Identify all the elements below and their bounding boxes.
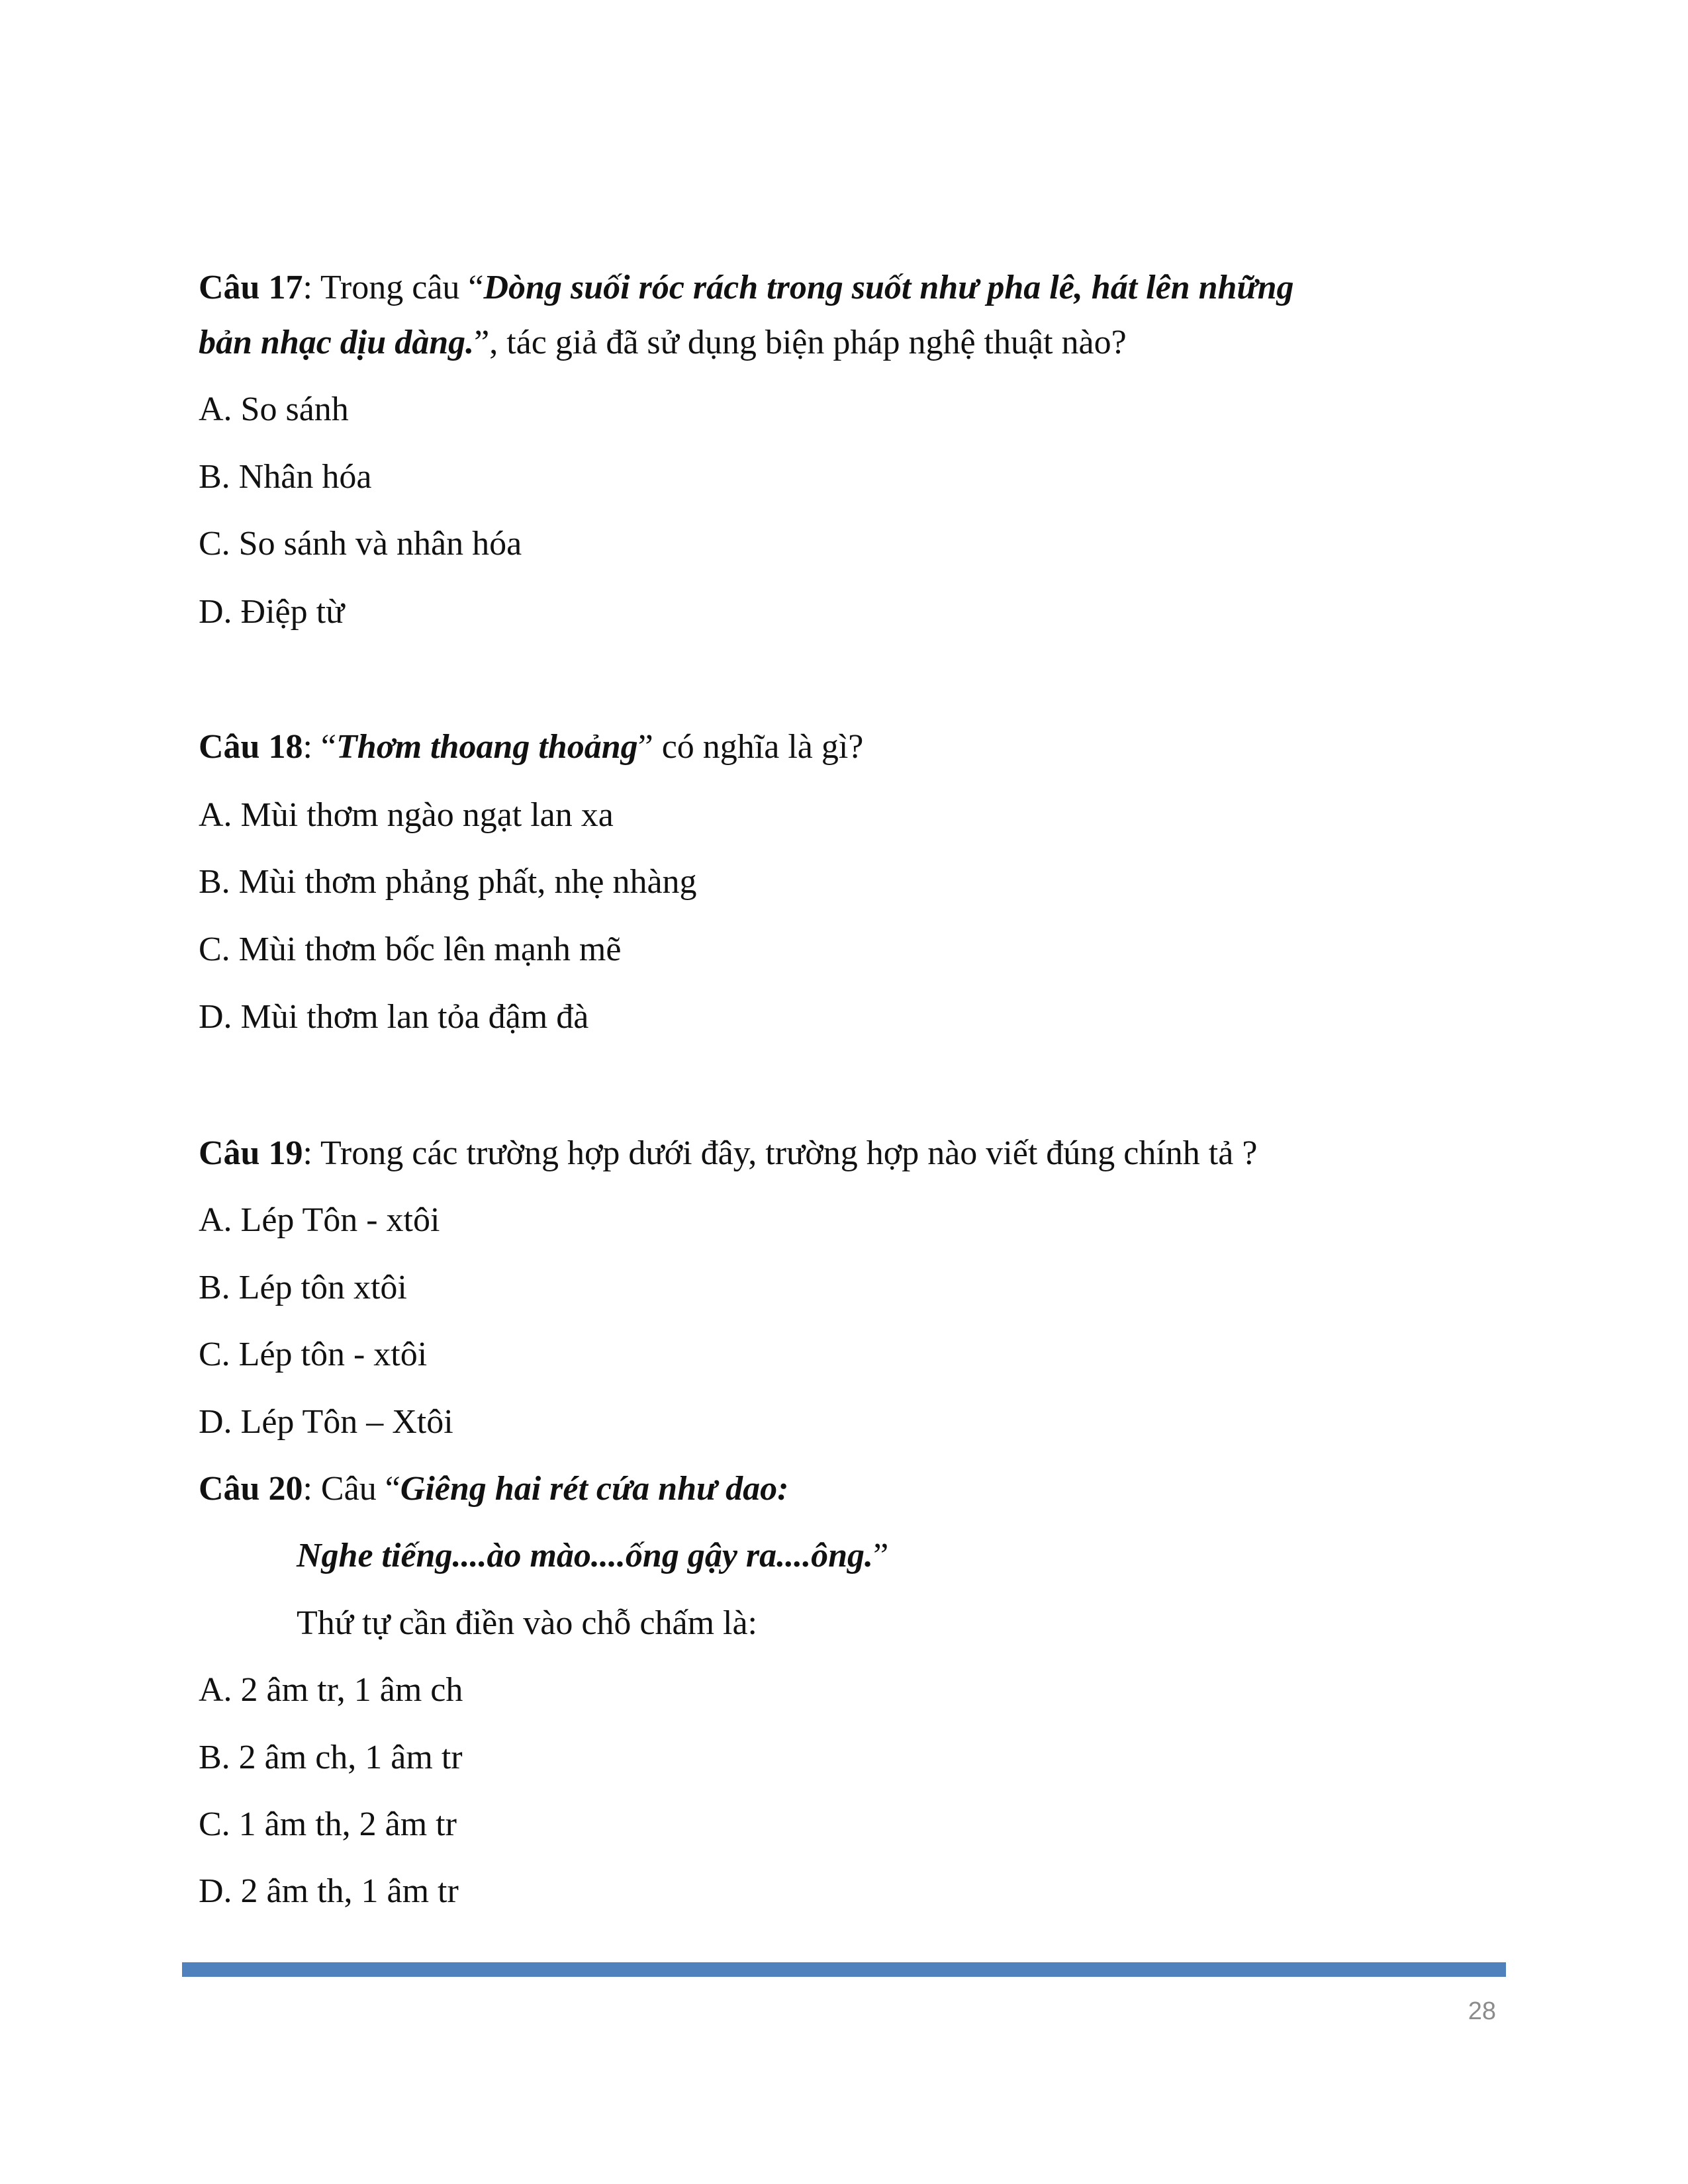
question-19-label: Câu 19: [199, 1134, 303, 1172]
footer-rule: [182, 1962, 1506, 1977]
question-18-option-b: B. Mùi thơm phảng phất, nhẹ nhàng: [199, 863, 697, 901]
question-20-option-d: D. 2 âm th, 1 âm tr: [199, 1872, 459, 1910]
question-20-colon: : Câu “: [303, 1470, 400, 1508]
question-18-option-d: D. Mùi thơm lan tỏa đậm đà: [199, 998, 589, 1036]
question-20-stem: [199, 1469, 788, 1510]
question-20-instruction: Thứ tự cần điền vào chỗ chấm là:: [297, 1604, 758, 1642]
question-17-stem-cont: [199, 322, 1127, 363]
question-20-close-quote: ”: [873, 1537, 889, 1574]
question-19-option-d: D. Lép Tôn – Xtôi: [199, 1403, 453, 1441]
question-19-colon: :: [303, 1134, 320, 1172]
question-18-colon: : “: [303, 728, 337, 766]
question-18-stem: [199, 727, 863, 768]
question-18-label: Câu 18: [199, 728, 303, 766]
question-19-option-c: C. Lép tôn - xtôi: [199, 1336, 428, 1373]
question-20-option-b: B. 2 âm ch, 1 âm tr: [199, 1739, 463, 1776]
question-19-option-a: A. Lép Tôn - xtôi: [199, 1201, 440, 1239]
question-17-colon: :: [303, 269, 320, 306]
question-17-option-d: D. Điệp từ: [199, 593, 345, 631]
question-19-stem: [199, 1133, 1257, 1174]
question-17-option-a: A. So sánh: [199, 390, 349, 428]
question-17-quote-line1: Dòng suối róc rách trong suốt như pha lê, hát lên những: [483, 269, 1294, 306]
question-17-option-b: B. Nhân hóa: [199, 458, 372, 496]
question-20-verse-line2: Nghe tiếng....ào mào....ống gậy ra....ông.: [297, 1537, 874, 1574]
question-17-post: ”, tác giả đã sử dụng biện pháp nghệ thuật nào?: [474, 324, 1127, 361]
question-18-option-c: C. Mùi thơm bốc lên mạnh mẽ: [199, 931, 622, 968]
question-19-option-b: B. Lép tôn xtôi: [199, 1269, 407, 1306]
question-20-verse-line1: Giêng hai rét cứa như dao:: [400, 1470, 789, 1508]
question-18-option-a: A. Mùi thơm ngào ngạt lan xa: [199, 796, 614, 834]
question-17-label: Câu 17: [199, 269, 303, 306]
question-18-quote: Thơm thoang thoảng: [336, 728, 638, 766]
question-20-option-c: C. 1 âm th, 2 âm tr: [199, 1805, 457, 1843]
question-17-stem: [199, 267, 1294, 308]
question-20-label: Câu 20: [199, 1470, 303, 1508]
question-19-text: Trong các trường hợp dưới đây, trường hợp nào viết đúng chính tả ?: [320, 1134, 1258, 1172]
page-number: 28: [1468, 1997, 1496, 2025]
question-17-pre: Trong câu “: [320, 269, 484, 306]
question-17-quote-line2: bản nhạc dịu dàng.: [199, 324, 475, 361]
question-20-verse-row: [297, 1535, 888, 1576]
question-18-post: ” có nghĩa là gì?: [637, 728, 864, 766]
question-20-option-a: A. 2 âm tr, 1 âm ch: [199, 1671, 463, 1709]
question-17-option-c: C. So sánh và nhân hóa: [199, 525, 522, 563]
